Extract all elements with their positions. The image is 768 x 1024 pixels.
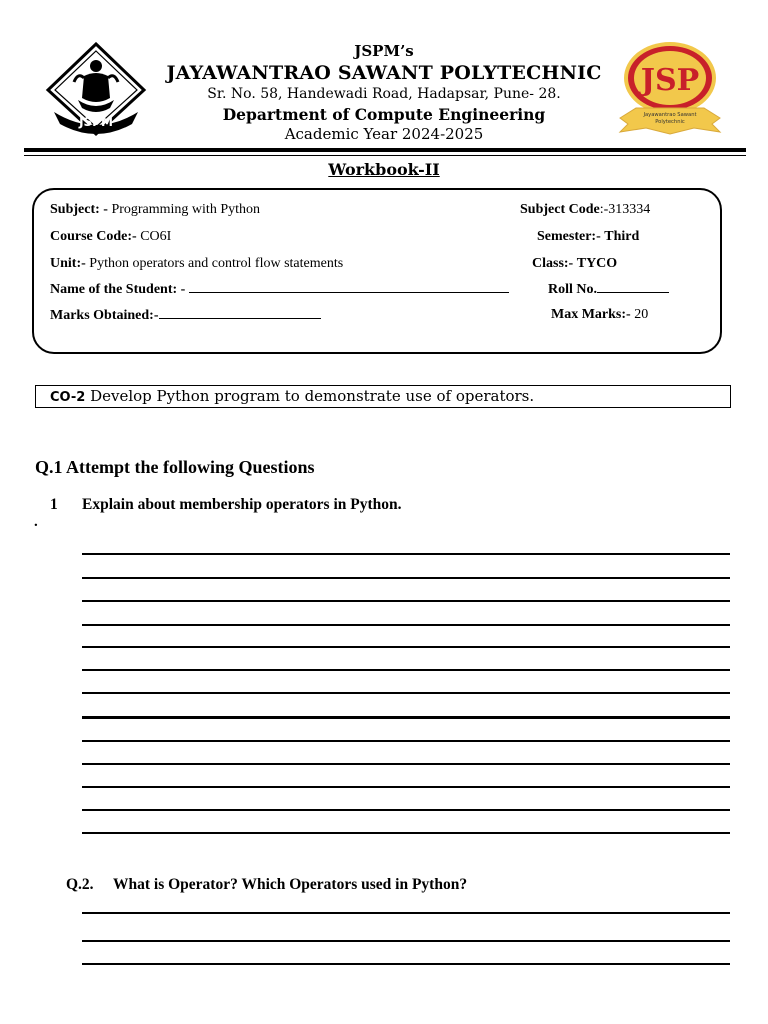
semester-value: Third bbox=[604, 229, 640, 244]
answer-line[interactable] bbox=[82, 809, 730, 811]
roll-no-blank[interactable] bbox=[597, 281, 669, 293]
unit-label: Unit:- bbox=[50, 256, 86, 271]
answer-line[interactable] bbox=[82, 763, 730, 765]
student-name-blank[interactable] bbox=[189, 281, 509, 293]
answer-line[interactable] bbox=[82, 740, 730, 742]
q1-heading: Q.1 Attempt the following Questions bbox=[35, 457, 315, 477]
college-address: Sr. No. 58, Handewadi Road, Hadapsar, Pune- 28. bbox=[207, 86, 561, 102]
marks-obtained-field bbox=[50, 307, 321, 324]
jsp-letters: JSP bbox=[640, 63, 700, 98]
student-name-label: Name of the Student: - bbox=[50, 282, 186, 297]
q2-label: Q.2. bbox=[66, 876, 94, 893]
course-code-value: CO6I bbox=[140, 229, 172, 244]
answer-line[interactable] bbox=[82, 553, 730, 555]
svg-text:Jayawantrao Sawant: Jayawantrao Sawant bbox=[643, 112, 697, 118]
answer-line[interactable] bbox=[82, 692, 730, 694]
q2-text: What is Operator? Which Operators used in Python? bbox=[113, 876, 468, 893]
header-divider-thin bbox=[24, 155, 746, 156]
max-marks-value: 20 bbox=[634, 307, 649, 322]
class-field bbox=[532, 256, 617, 272]
subject-label: Subject: - bbox=[50, 202, 108, 217]
q1-item-text: Explain about membership operators in Python. bbox=[82, 496, 402, 513]
college-name: JAYAWANTRAO SAWANT POLYTECHNIC bbox=[166, 62, 602, 84]
subject-value: Programming with Python bbox=[111, 202, 260, 217]
student-name-field bbox=[50, 281, 509, 298]
answer-line[interactable] bbox=[82, 624, 730, 626]
answer-line[interactable] bbox=[82, 912, 730, 914]
answer-line[interactable] bbox=[82, 600, 730, 602]
course-code-field bbox=[50, 229, 171, 245]
answer-line[interactable] bbox=[82, 669, 730, 671]
workbook-title: Workbook-II bbox=[328, 160, 440, 179]
roll-no-label: Roll No. bbox=[548, 282, 597, 297]
max-marks-label: Max Marks:- bbox=[551, 307, 631, 322]
max-marks-field bbox=[551, 307, 648, 323]
subject-code-field bbox=[520, 202, 650, 218]
co-label: CO-2 bbox=[50, 390, 86, 405]
answer-line[interactable] bbox=[82, 646, 730, 648]
roll-no-field bbox=[548, 281, 669, 298]
answer-line[interactable] bbox=[82, 832, 730, 834]
marks-obtained-label: Marks Obtained:- bbox=[50, 308, 159, 323]
subject-code-value: :-313334 bbox=[599, 202, 651, 217]
answer-line[interactable] bbox=[82, 577, 730, 579]
semester-label: Semester:- bbox=[537, 229, 601, 244]
marks-obtained-blank[interactable] bbox=[159, 307, 321, 319]
unit-value: Python operators and control flow statements bbox=[89, 256, 344, 271]
class-value: TYCO bbox=[576, 256, 618, 271]
semester-field bbox=[537, 229, 639, 245]
class-label: Class:- bbox=[532, 256, 574, 271]
course-outcome-box bbox=[35, 385, 731, 408]
jspm-banner-text: JSPM bbox=[79, 115, 113, 129]
course-outcome bbox=[50, 387, 534, 405]
answer-line[interactable] bbox=[82, 786, 730, 788]
org-short-name: JSPM’s bbox=[354, 42, 414, 60]
answer-line[interactable] bbox=[82, 963, 730, 965]
subject-field bbox=[50, 202, 260, 218]
svg-text:Polytechnic: Polytechnic bbox=[655, 119, 685, 125]
unit-field bbox=[50, 256, 343, 272]
answer-line[interactable] bbox=[82, 940, 730, 942]
course-code-label: Course Code:- bbox=[50, 229, 137, 244]
q1-item-number: 1 bbox=[50, 496, 58, 513]
subject-code-label: Subject Code bbox=[520, 202, 600, 217]
academic-year: Academic Year 2024-2025 bbox=[284, 125, 484, 143]
q1-bullet: . bbox=[34, 514, 38, 530]
department-name: Department of Compute Engineering bbox=[222, 105, 546, 124]
answer-line[interactable] bbox=[82, 716, 730, 719]
co-text: Develop Python program to demonstrate use of operators. bbox=[90, 387, 535, 405]
header-divider bbox=[24, 148, 746, 152]
